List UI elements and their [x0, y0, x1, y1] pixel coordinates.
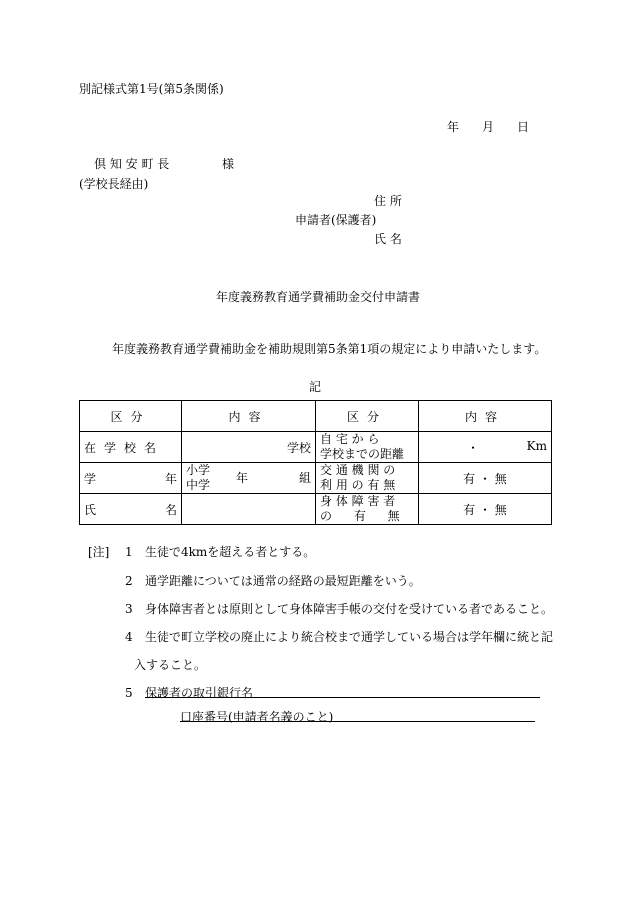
distance-label: 自 宅 か ら 学校までの距離 — [316, 432, 419, 463]
school-name-cell[interactable]: 学校 — [182, 432, 316, 463]
table-row — [80, 432, 552, 463]
name-label: 氏 名 — [374, 232, 402, 246]
note-5-num: 5 — [125, 686, 133, 700]
applicant-label: 申請者(保護者) — [295, 213, 377, 227]
body-text: 年度義務教育通学費補助金を補助規則第5条第1項の規定により申請いたします。 — [112, 342, 547, 356]
student-name-label: 氏 名 — [80, 494, 182, 525]
addressee-honorific: 様 — [222, 157, 235, 171]
address-label: 住 所 — [374, 194, 402, 208]
note-3-num: 3 — [125, 602, 133, 616]
date-day: 日 — [517, 120, 530, 134]
bank-name-line[interactable] — [145, 697, 540, 698]
grade-label: 学 年 — [80, 463, 182, 494]
ki-label: 記 — [309, 380, 322, 394]
note-2-text: 通学距離については通常の経路の最短距離をいう。 — [145, 574, 421, 588]
date-month: 月 — [482, 120, 495, 134]
addressee-name: 倶 知 安 町 長 — [94, 157, 170, 171]
student-name-cell[interactable] — [182, 494, 316, 525]
date-year: 年 — [447, 120, 460, 134]
table-row — [80, 494, 552, 525]
account-label: 口座番号(申請者名義のこと) — [180, 710, 334, 724]
note-1-num: 1 — [125, 545, 133, 559]
note-4-num: 4 — [125, 630, 133, 644]
table-header-row — [80, 401, 552, 432]
disability-choice[interactable]: 有 ・ 無 — [419, 494, 552, 525]
table-row — [80, 463, 552, 494]
header-kubun-2: 区分 — [316, 401, 419, 432]
note-4-text: 生徒で町立学校の廃止により統合校まで通学している場合は学年欄に統と記 — [145, 630, 554, 644]
addressee-via: (学校長経由) — [79, 177, 149, 191]
header-naiyou-1: 内容 — [182, 401, 316, 432]
form-number: 別記様式第1号(第5条関係) — [79, 82, 224, 96]
header-kubun-1: 区分 — [80, 401, 182, 432]
header-naiyou-2: 内容 — [419, 401, 552, 432]
bank-name-label: 保護者の取引銀行名 — [145, 686, 254, 700]
note-1-text: 生徒で4kmを超える者とする。 — [145, 545, 316, 559]
transport-label: 交 通 機 関 の 利 用 の 有 無 — [316, 463, 419, 494]
note-3-text: 身体障害者とは原則として身体障害手帳の交付を受けている者であること。 — [145, 602, 554, 616]
distance-cell[interactable]: ・ Km — [419, 432, 552, 463]
school-name-label: 在学校名 — [80, 432, 182, 463]
document-title: 年度義務教育通学費補助金交付申請書 — [216, 290, 421, 304]
grade-cell[interactable]: 小学 中学 年 組 — [182, 463, 316, 494]
note-2-num: 2 — [125, 574, 133, 588]
note-4-cont: 入すること。 — [134, 658, 207, 672]
disability-label: 身 体 障 害 者 の 有 無 — [316, 494, 419, 525]
notes-bracket: [注] — [88, 545, 110, 559]
application-table — [79, 400, 552, 525]
transport-choice[interactable]: 有 ・ 無 — [419, 463, 552, 494]
account-line[interactable] — [180, 721, 535, 722]
